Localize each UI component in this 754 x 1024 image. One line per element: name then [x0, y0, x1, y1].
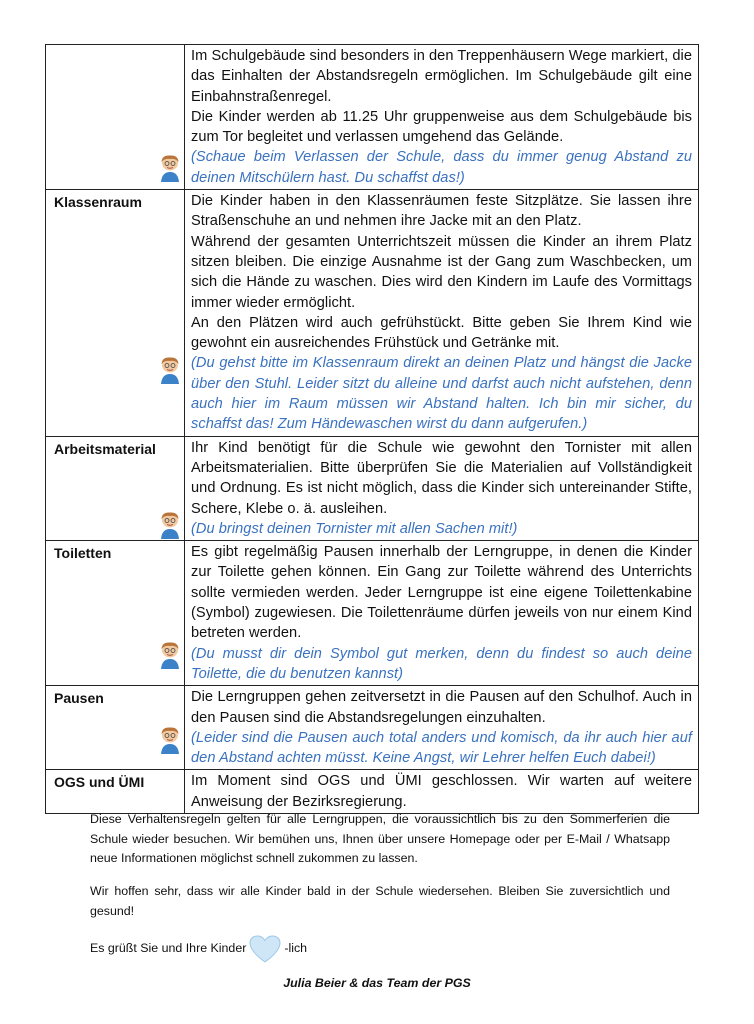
paragraph: Während der gesamten Unterrichtszeit müssen die Kinder an ihrem Platz sitzen bleiben. Die einzige Ausnahme ist der Gang zum Waschbecken, um sich die Hände zu waschen. Dies wird den Kindern im Laufe des Vormittags immer wieder ermöglicht.	[191, 233, 692, 311]
paragraph: An den Plätzen wird auch gefrühstückt. Bitte geben Sie Ihrem Kind wie gewohnt ein ausreichendes Frühstück und Getränke mit.	[191, 314, 692, 352]
paragraph: Im Moment sind OGS und ÜMI geschlossen. Wir warten auf weitere Anweisung der Bezirksregierung.	[191, 773, 692, 810]
child-face-icon	[158, 641, 182, 669]
row-content	[185, 436, 699, 540]
kid-note: (Schaue beim Verlassen der Schule, dass du immer genug Abstand zu deinen Mitschülern hast. Du schaffst das!)	[191, 149, 692, 186]
table-row	[46, 541, 699, 686]
row-category: Toiletten	[46, 541, 185, 686]
closing-paragraph: Diese Verhaltensregeln gelten für alle Lerngruppen, die voraussichtlich bis zu den Sommerferien die Schule wieder besuchen. Wir bemühen uns, Ihnen über unsere Homepage oder per E-Mail / Whatsapp neue Informationen möglichst schnell zukommen zu lassen.	[90, 812, 670, 865]
row-content	[185, 770, 699, 814]
kid-note: (Du musst dir dein Symbol gut merken, denn du findest so auch deine Toilette, die du benutzen kannst)	[191, 645, 692, 682]
row-content	[185, 686, 699, 770]
kid-note: (Du gehst bitte im Klassenraum direkt an deinen Platz und hängst die Jacke über den Stuhl. Leider sitzt du alleine und darfst auch nicht aufstehen, denn auch hier im Raum müssen wir Abstand halten. Ich bin mir sicher, du schaffst das! Zum Händewaschen wirst du dann aufgerufen.)	[191, 355, 692, 433]
paragraph: Die Kinder haben in den Klassenräumen feste Sitzplätze. Sie lassen ihre Straßenschuhe an und nehmen ihre Jacke mit an den Platz.	[191, 193, 692, 230]
paragraph: Die Lerngruppen gehen zeitversetzt in die Pausen auf den Schulhof. Auch in den Pausen sind die Abstandsregelungen einzuhalten.	[191, 689, 692, 726]
kid-note: (Leider sind die Pausen auch total anders und komisch, da ihr auch hier auf den Abstand achten müsst. Keine Angst, wir Lehrer helfen Euch dabei!)	[191, 729, 692, 767]
heart-icon	[248, 934, 282, 964]
row-category: Arbeitsmaterial	[46, 436, 185, 540]
greeting-suffix: -lich	[284, 941, 308, 956]
row-content	[185, 190, 699, 437]
row-content	[185, 541, 699, 686]
row-category: OGS und ÜMI	[46, 770, 185, 814]
table-row	[46, 436, 699, 540]
table-row	[46, 45, 699, 190]
child-face-icon	[158, 356, 182, 384]
child-face-icon	[158, 154, 182, 182]
table-row	[46, 190, 699, 437]
paragraph: Es gibt regelmäßig Pausen innerhalb der Lerngruppe, in denen die Kinder zur Toilette gehen können. Ein Gang zur Toilette während des Unterrichts sollte vermieden werden. Jeder Lerngruppe ist eine eigene Toilettenkabine (Symbol) zugewiesen. Die Toilettenräume dürfen jeweils von nur einem Kind betreten werden.	[191, 544, 692, 642]
row-category: Pausen	[46, 686, 185, 770]
row-category	[46, 45, 185, 190]
row-category: Klassenraum	[46, 190, 185, 437]
closing-paragraph: Wir hoffen sehr, dass wir alle Kinder bald in der Schule wiedersehen. Bleiben Sie zuversichtlich und gesund!	[90, 884, 670, 918]
rules-table	[45, 44, 699, 814]
table-row	[46, 686, 699, 770]
child-face-icon	[158, 726, 182, 754]
paragraph: Ihr Kind benötigt für die Schule wie gewohnt den Tornister mit allen Arbeitsmaterialien. Bitte überprüfen Sie die Materialien auf Vollständigkeit und Ordnung. Es ist nicht möglich, dass die Kinder sich untereinander Stifte, Schere, Klebe o. ä. ausleihen.	[191, 439, 692, 517]
row-content	[185, 45, 699, 190]
greeting-text: Es grüßt Sie und Ihre Kinder	[90, 941, 247, 956]
table-row	[46, 770, 699, 814]
signature: Julia Beier & das Team der PGS	[283, 976, 471, 990]
paragraph: Die Kinder werden ab 11.25 Uhr gruppenweise aus dem Schulgebäude bis zum Tor begleitet und verlassen umgehend das Gelände.	[191, 108, 692, 146]
greeting	[90, 934, 670, 964]
kid-note: (Du bringst deinen Tornister mit allen Sachen mit!)	[191, 520, 518, 537]
child-face-icon	[158, 511, 182, 539]
paragraph: Im Schulgebäude sind besonders in den Treppenhäusern Wege markiert, die das Einhalten der Abstandsregeln ermöglichen. Im Schulgebäude gilt eine Einbahnstraßenregel.	[191, 48, 692, 105]
